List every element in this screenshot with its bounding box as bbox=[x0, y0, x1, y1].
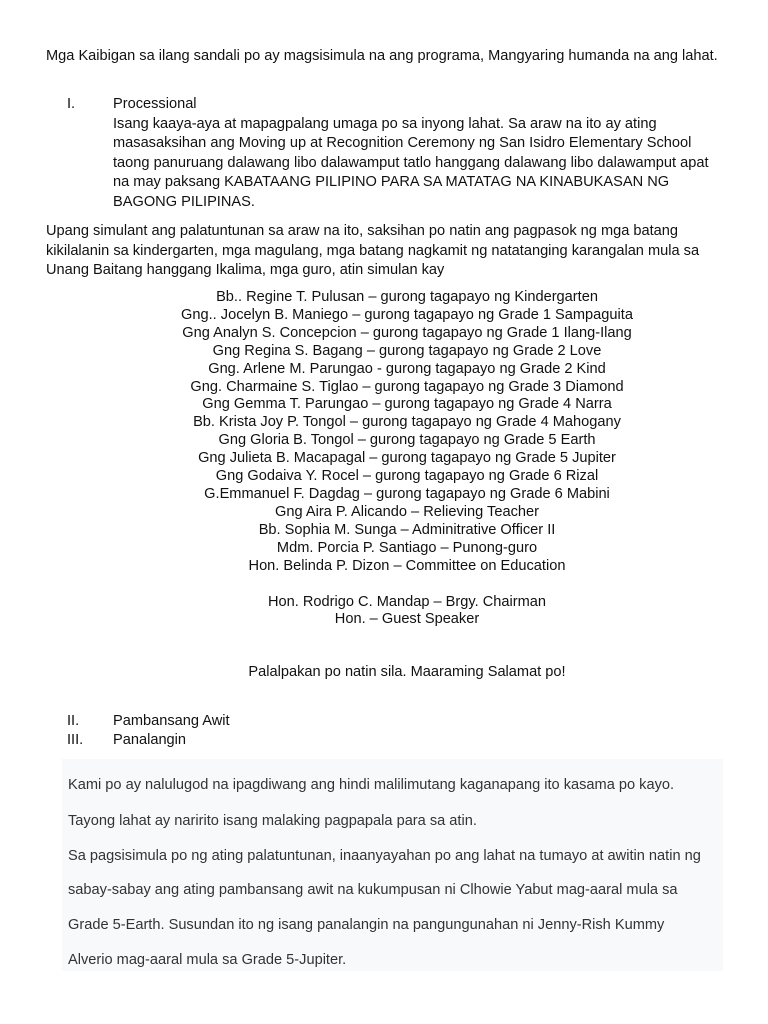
script-line: Alverio mag-aaral mula sa Grade 5-Jupiter. bbox=[68, 952, 347, 968]
honoree-line: Gng Julieta B. Macapagal – gurong tagapayo ng Grade 5 Jupiter bbox=[198, 450, 616, 467]
item-body-text: Isang kaaya-aya at mapagpalang umaga po sa inyong lahat. Sa araw na ito ay ating masasaksihan ang Moving up at Recognition Ceremony ng San Isidro Elementary School taong panuruang dalawang libo dalawamput tatlo hanggang dalawang libo dalawamput apat na may paksang KABATAANG PILIPINO PARA SA MATATAG NA KINABUKASAN NG BAGONG PILIPINAS. bbox=[113, 115, 709, 210]
honoree-line: Hon. – Guest Speaker bbox=[334, 611, 480, 628]
script-line: Kami po ay nalulugod na ipagdiwang ang hindi malilimutang kaganapang ito kasama po kayo. bbox=[68, 777, 675, 793]
script-line: Tayong lahat ay naririto isang malaking pagpapala para sa atin. bbox=[68, 813, 477, 829]
honoree-line: Gng. Arlene M. Parungao - gurong tagapayo ng Grade 2 Kind bbox=[208, 360, 606, 377]
entrance-paragraph: Upang simulant ang palatuntunan sa araw na ito, saksihan po natin ang pagpasok ng mga batang kikilalanin sa kindergarten, mga magulang, mga batang nagkamit ng natatanging karangalan mula sa Unang Baitang hanggang Ikalima, mga guro, atin simulan kay bbox=[46, 223, 700, 278]
script-line: Grade 5-Earth. Susundan ito ng isang panalangin na pangungunahan ni Jenny-Rish Kummy bbox=[68, 917, 665, 933]
honoree-line: G.Emmanuel F. Dagdag – gurong tagapayo ng Grade 6 Mabini bbox=[204, 485, 610, 502]
item-number: III. bbox=[67, 732, 84, 748]
honoree-line: Gng Aira P. Alicando – Relieving Teacher bbox=[275, 503, 539, 520]
item-title: Processional bbox=[113, 96, 197, 112]
honoree-line: Gng Gloria B. Tongol – gurong tagapayo ng Grade 5 Earth bbox=[218, 432, 596, 449]
honoree-line: Mdm. Porcia P. Santiago – Punong-guro bbox=[276, 539, 538, 556]
program-item-prayer bbox=[67, 731, 723, 751]
honoree-line: Gng Gemma T. Parungao – gurong tagapayo ng Grade 4 Narra bbox=[202, 396, 612, 413]
program-item-anthem bbox=[67, 712, 723, 732]
honoree-line: Gng Analyn S. Concepcion – gurong tagapayo ng Grade 1 Ilang-Ilang bbox=[182, 324, 632, 341]
honoree-line: Gng Godaiva Y. Rocel – gurong tagapayo ng Grade 6 Rizal bbox=[215, 468, 599, 485]
honoree-line: Hon. Rodrigo C. Mandap – Brgy. Chairman bbox=[268, 593, 546, 610]
honoree-line: Bb. Sophia M. Sunga – Adminitrative Officer II bbox=[258, 521, 556, 538]
honoree-line: Hon. Belinda P. Dizon – Committee on Education bbox=[248, 557, 566, 574]
script-line: sabay-sabay ang ating pambansang awit na kukumpusan ni Clhowie Yabut mag-aaral mula sa bbox=[68, 882, 678, 898]
honoree-line: Gng Regina S. Bagang – gurong tagapayo ng Grade 2 Love bbox=[212, 342, 602, 359]
honoree-line: Bb.. Regine T. Pulusan – gurong tagapayo ng Kindergarten bbox=[216, 289, 598, 305]
item-number: I. bbox=[67, 96, 76, 112]
highlighted-script-box bbox=[62, 759, 723, 971]
item-number: II. bbox=[67, 713, 80, 729]
honoree-line: Bb. Krista Joy P. Tongol – gurong tagapayo ng Grade 4 Mahogany bbox=[193, 414, 621, 431]
script-line: Sa pagsisimula po ng ating palatuntunan, inaanyayahan po ang lahat na tumayo at awitin natin ng bbox=[68, 848, 701, 864]
honoree-list bbox=[0, 289, 768, 629]
intro-paragraph: Mga Kaibigan sa ilang sandali po ay magsisimula na ang programa, Mangyaring humanda na ang lahat. bbox=[46, 48, 718, 64]
honoree-line: Gng.. Jocelyn B. Maniego – gurong tagapayo ng Grade 1 Sampaguita bbox=[181, 306, 633, 323]
applause-line: Palalpakan po natin sila. Maaraming Salamat po! bbox=[248, 664, 566, 680]
honoree-line: Gng. Charmaine S. Tiglao – gurong tagapayo ng Grade 3 Diamond bbox=[190, 378, 624, 395]
spacer bbox=[0, 576, 768, 594]
program-item-processional bbox=[67, 95, 723, 212]
item-title: Pambansang Awit bbox=[113, 713, 230, 729]
item-title: Panalangin bbox=[113, 732, 187, 748]
